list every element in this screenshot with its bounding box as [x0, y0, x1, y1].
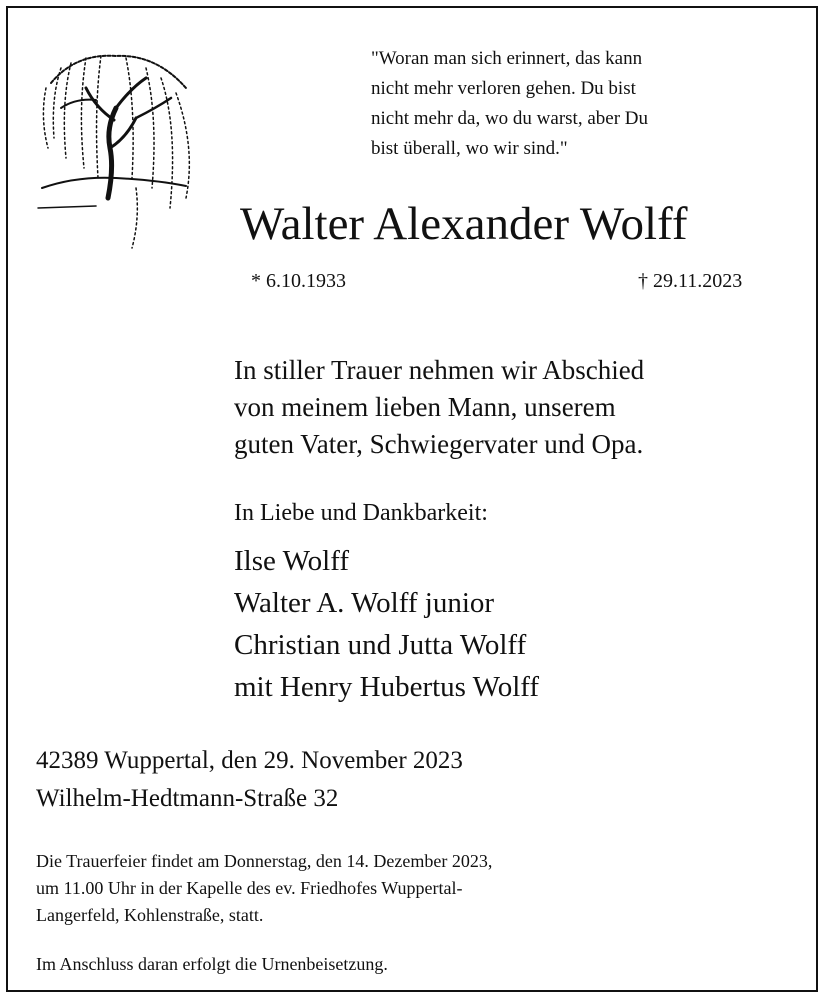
quote-line: bist überall, wo wir sind."	[371, 138, 568, 159]
ceremony-notice	[36, 848, 492, 929]
ceremony-line: Die Trauerfeier findet am Donnerstag, den 14. Dezember 2023,	[36, 851, 493, 871]
birth-date: * 6.10.1933	[251, 270, 346, 292]
deceased-name: Walter Alexander Wolff	[240, 198, 688, 250]
weeping-willow-icon	[36, 48, 206, 258]
family-list	[234, 540, 539, 708]
family-member: Walter A. Wolff junior	[234, 587, 495, 619]
death-date: † 29.11.2023	[638, 270, 743, 292]
quote-line: "Woran man sich erinnert, das kann	[371, 48, 643, 69]
address-block	[36, 742, 463, 818]
closing-phrase: In Liebe und Dankbarkeit:	[234, 500, 488, 526]
place-date: 42389 Wuppertal, den 29. November 2023	[36, 747, 463, 774]
quote-line: nicht mehr verloren gehen. Du bist	[371, 78, 636, 99]
mourning-line: von meinem lieben Mann, unserem	[234, 392, 616, 422]
mourning-text	[234, 352, 644, 463]
street-address: Wilhelm-Hedtmann-Straße 32	[36, 785, 339, 812]
ceremony-line: Langerfeld, Kohlenstraße, statt.	[36, 905, 264, 925]
quote	[371, 44, 648, 164]
ceremony-line: um 11.00 Uhr in der Kapelle des ev. Friedhofes Wuppertal-	[36, 878, 463, 898]
family-member: Christian und Jutta Wolff	[234, 629, 527, 661]
family-member: Ilse Wolff	[234, 545, 349, 577]
quote-line: nicht mehr da, wo du warst, aber Du	[371, 108, 649, 129]
burial-notice: Im Anschluss daran erfolgt die Urnenbeisetzung.	[36, 954, 388, 974]
family-member: mit Henry Hubertus Wolff	[234, 671, 540, 703]
mourning-line: In stiller Trauer nehmen wir Abschied	[234, 355, 645, 385]
mourning-line: guten Vater, Schwiegervater und Opa.	[234, 429, 644, 459]
